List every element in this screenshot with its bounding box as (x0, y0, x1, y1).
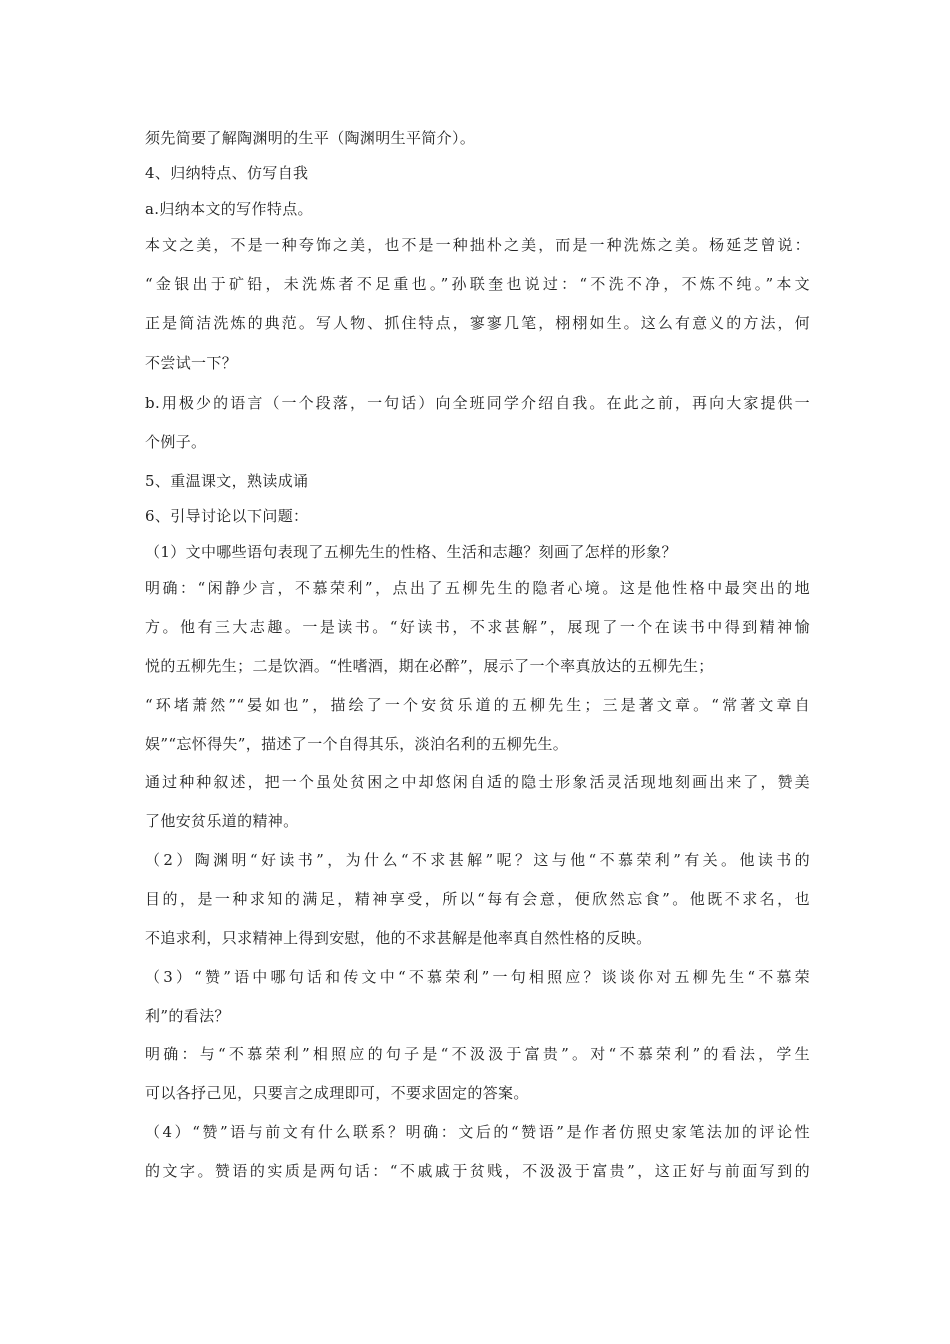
text-line-28: 的文字。赞语的实质是两句话：“不戚戚于贫贱，不汲汲于富贵”，这正好与前面写到的 (145, 1162, 810, 1180)
text-line-4: 本文之美，不是一种夸饰之美，也不是一种拙朴之美，而是一种洗炼之美。杨延芝曾说： (145, 236, 810, 254)
text-line-27: （4）“赞”语与前文有什么联系？明确：文后的“赞语”是作者仿照史家笔法加的评论性 (145, 1123, 810, 1141)
text-line-8: b.用极少的语言（一个段落，一句话）向全班同学介绍自我。在此之前，再向大家提供一 (145, 394, 810, 412)
text-line-13: 明确：“闲静少言，不慕荣利”，点出了五柳先生的隐者心境。这是他性格中最突出的地 (145, 579, 810, 597)
text-line-9: 个例子。 (145, 433, 207, 451)
text-line-17: 娱”“忘怀得失”，描述了一个自得其乐，淡泊名利的五柳先生。 (145, 735, 569, 753)
text-line-16: “环堵萧然”“晏如也”，描绘了一个安贫乐道的五柳先生；三是著文章。“常著文章自 (145, 696, 810, 714)
text-line-1: 须先简要了解陶渊明的生平（陶渊明生平简介）。 (145, 129, 476, 147)
text-line-2: 4、归纳特点、仿写自我 (145, 164, 309, 182)
text-line-3: a.归纳本文的写作特点。 (145, 200, 313, 218)
text-line-14: 方。他有三大志趣。一是读书。“好读书，不求甚解”，展现了一个在读书中得到精神愉 (145, 618, 810, 636)
text-line-19: 了他安贫乐道的精神。 (145, 812, 299, 830)
text-line-26: 可以各抒己见，只要言之成理即可，不要求固定的答案。 (145, 1084, 529, 1102)
text-line-5: “金银出于矿铅，未洗炼者不足重也。”孙联奎也说过：“不洗不净，不炼不纯。”本文 (145, 275, 810, 293)
text-line-6: 正是简洁洗炼的典范。写人物、抓住特点，寥寥几笔，栩栩如生。这么有意义的方法，何 (145, 314, 810, 332)
text-line-11: 6、引导讨论以下问题： (145, 507, 309, 525)
text-line-21: 目的，是一种求知的满足，精神享受，所以“每有会意，便欣然忘食”。他既不求名，也 (145, 890, 810, 908)
text-line-25: 明确：与“不慕荣利”相照应的句子是“不汲汲于富贵”。对“不慕荣利”的看法，学生 (145, 1045, 810, 1063)
text-line-18: 通过种种叙述，把一个虽处贫困之中却悠闲自适的隐士形象活灵活现地刻画出来了，赞美 (145, 773, 810, 791)
text-line-20: （2）陶渊明“好读书”，为什么“不求甚解”呢？这与他“不慕荣利”有关。他读书的 (145, 851, 810, 869)
text-line-10: 5、重温课文，熟读成诵 (145, 472, 309, 490)
text-line-22: 不追求利，只求精神上得到安慰，他的不求甚解是他率真自然性格的反映。 (145, 929, 652, 947)
text-line-23: （3）“赞”语中哪句话和传文中“不慕荣利”一句相照应？谈谈你对五柳先生“不慕荣 (145, 968, 810, 986)
text-line-7: 不尝试一下？ (145, 354, 238, 372)
text-line-24: 利”的看法？ (145, 1007, 230, 1025)
text-line-15: 悦的五柳先生；二是饮酒。“性嗜酒，期在必醉”，展示了一个率真放达的五柳先生； (145, 657, 714, 675)
text-line-12: （1）文中哪些语句表现了五柳先生的性格、生活和志趣？刻画了怎样的形象？ (145, 543, 677, 561)
